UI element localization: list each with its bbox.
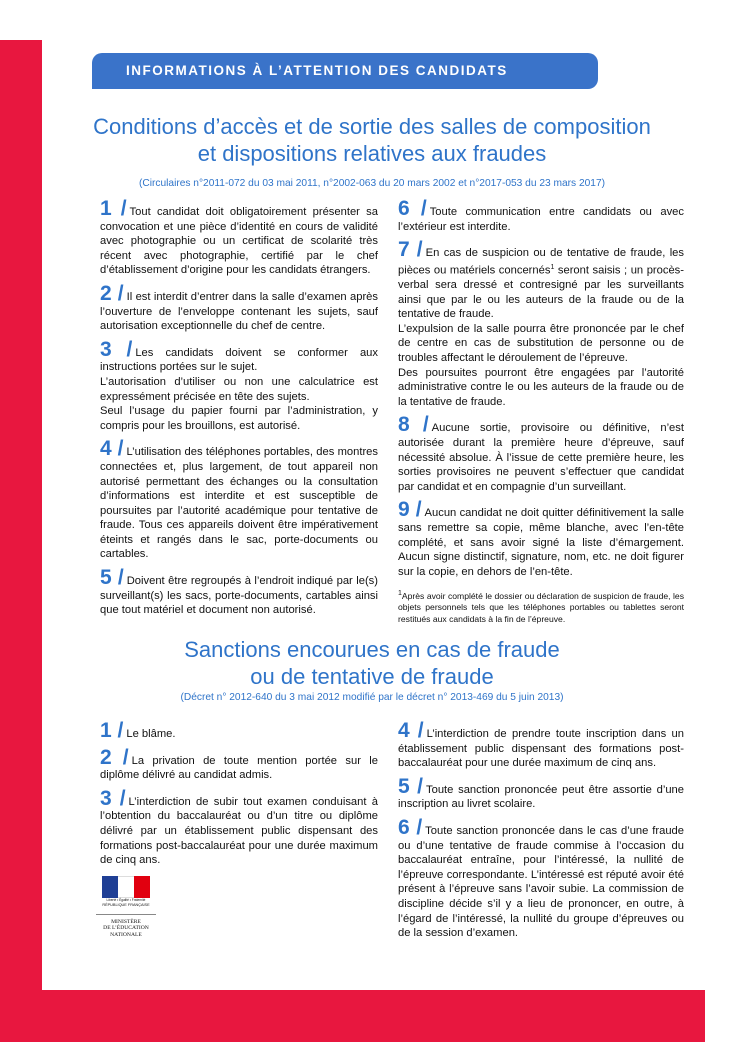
section1-reference: (Circulaires n°2011-072 du 03 mai 2011, n°2002-063 du 20 mars 2002 et n°2017-053 du 23 mars 2017) <box>138 178 606 189</box>
section1-title-line1: Conditions d’accès et de sortie des salles de composition <box>93 114 651 139</box>
rule-item-9: 9 / Aucun candidat ne doit quitter définitivement la salle sans remettre sa copie, même blanche, avec l’en-tête complété, et sans avoir signé la liste d’émargement. Aucun signe distinctif, signature, nom, etc. ne doit figurer sur la copie, en dehors de l’en-tête. <box>398 498 684 578</box>
document-page <box>42 0 705 990</box>
section2-title-line1: Sanctions encourues en cas de fraude <box>184 637 560 662</box>
section1-title-line2: et dispositions relatives aux fraudes <box>197 141 547 166</box>
marianne-flag-icon <box>102 876 150 898</box>
rule-item-4: 4 / L’utilisation des téléphones portables, des montres connectées et, plus largement, de tout appareil non autorisé permettant des échanges ou la consultation d’informations est interdite et est susceptible de poursuites par l’autorité académique pour tentative de fraude. Tous ces appareils doivent être impérativement éteints et rangés dans le sac, porte-documents ou cartables. <box>100 437 378 561</box>
rule-item-3: 3 / Les candidats doivent se conformer aux instructions portées sur le sujet. L’autorisation d’utiliser ou non une calculatrice est expressément précisée en tête des sujets. Seul l’usage du papier fourni par l’administration, y compris pour les brouillons, est autorisé. <box>100 337 378 432</box>
footnote: $^1$Après avoir complété le dossier ou déclaration de suspicion de fraude, les objets personnels tels que les téléphones portables ou tablettes seront restitués aux candidats à la fin de l’épreuve. <box>398 590 684 624</box>
rule-item-7: 7 / En cas de suspicion ou de tentative de fraude, les pièces ou matériels concernés$^1$ seront saisis ; un procès-verbal sera dressé et contresigné par les surveillants ainsi que par le ou les auteurs de la fraude ou de la tentative de fraude. L’expulsion de la salle pourra être prononcée par le chef de centre en cas de substitution de personne ou de troubles affectant le déroulement de l’épreuve. Des poursuites pourront être engagées par l’autorité administrative contre le ou les auteurs de la fraude ou de la tentative de fraude. <box>398 238 685 408</box>
rule-item-6: 6 / Toute communication entre candidats ou avec l’extérieur est interdite. <box>398 197 684 233</box>
section1-left-column <box>100 197 378 627</box>
section2-title-line2: ou de tentative de fraude <box>250 664 494 689</box>
header-banner: INFORMATIONS À L’ATTENTION DES CANDIDATS <box>92 53 598 89</box>
sanction-item-6: 6 / Toute sanction prononcée dans le cas d’une fraude ou d’une tentative de fraude commise à l’occasion du baccalauréat entraîne, pour l’intéressé, la nullité de l’épreuve correspondante. L’intéressé est réputé avoir été présent à l’épreuve sans l’avoir subie. La commission de discipline décide s’il y a lieu de prononcer, en outre, à l’égard de l’intéressé, la nullité du groupe d’épreuves ou de la session d’examen. <box>398 815 684 940</box>
logo-motto: Liberté • Égalité • Fraternité <box>106 898 146 902</box>
rule-item-2: 2 / Il est interdit d’entrer dans la salle d’examen après l’ouverture de l’enveloppe contenant les sujets, sauf autorisation exceptionnelle du chef de centre. <box>100 281 378 333</box>
red-frame-bottom <box>0 990 705 1042</box>
section2-reference: (Décret n° 2012-640 du 3 mai 2012 modifié par le décret n° 2013-469 du 5 juin 2013) <box>180 692 564 703</box>
section1-right-column <box>398 197 685 625</box>
rule-item-5: 5 / Doivent être regroupés à l’endroit indiqué par le(s) surveillant(s) les sacs, porte-documents, cartables ainsi que tout matériel et document non autorisé. <box>100 566 378 617</box>
sanction-item-5: 5 / Toute sanction prononcée peut être assortie d’une inscription au livret scolaire. <box>398 774 684 811</box>
section2-right-column <box>398 719 684 950</box>
section2-title <box>72 636 672 690</box>
rule-item-1: 1 / Tout candidat doit obligatoirement présenter sa convocation et une pièce d’identité en cours de validité avec photographie ou un certificat de scolarité très récent avec photographie, certifié par le chef d’établissement d’origine pour les candidats étrangers. <box>100 197 378 277</box>
rule-item-8: 8 / Aucune sortie, provisoire ou définitive, n’est autorisée durant la première heure d’épreuve, sauf nécessité absolue. À l’issue de cette première heure, les sorties provisoires ne peuvent s’effectuer que candidat par candidat et en compagnie d’un surveillant. <box>398 413 684 493</box>
section2-left-column <box>100 719 378 877</box>
sanction-item-1: 1 / Le blâme. <box>100 719 176 742</box>
section1-title <box>72 113 672 167</box>
red-frame-left <box>0 40 42 990</box>
sanction-item-4: 4 / L’interdiction de prendre toute inscription dans un établissement public dispensant des formations post-baccalauréat pour une durée maximum de cinq ans. <box>398 719 684 770</box>
logo-ministry: MINISTÈRE DE L’ÉDUCATION NATIONALE <box>96 914 156 938</box>
logo-republic: RÉPUBLIQUE FRANÇAISE <box>102 903 150 907</box>
ministry-logo <box>96 876 156 948</box>
sanction-item-2: 2 / La privation de toute mention portée sur le diplôme délivré au candidat admis. <box>100 745 378 782</box>
sanction-item-3: 3 / L’interdiction de subir tout examen conduisant à l’obtention du baccalauréat ou d’un titre ou diplôme délivré par un établissement public dispensant des formations post-baccalauréat pour une durée maximum de cinq ans. <box>100 786 378 867</box>
